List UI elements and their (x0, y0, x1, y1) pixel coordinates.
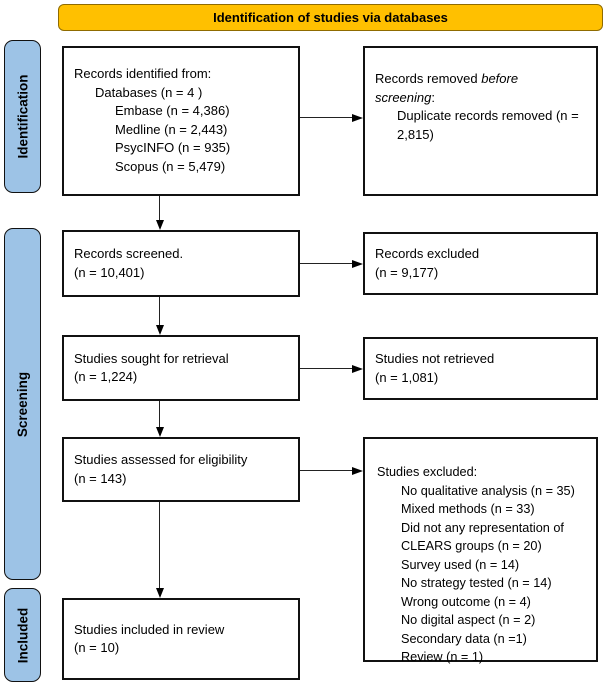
records-removed-prefix: Records removed (375, 71, 482, 86)
box-studies-not-retrieved (363, 337, 598, 400)
records-removed-italic: before screening (375, 71, 519, 105)
records-removed-detail: Duplicate records removed (n = 2,815) (397, 108, 579, 142)
records-identified-line1: Records identified from: (74, 66, 212, 81)
records-identified-source-psycinfo: PsycINFO (n = 935) (115, 140, 231, 155)
records-excluded-line2: (n = 9,177) (375, 264, 439, 280)
stage-included (4, 588, 41, 682)
box-studies-sought (62, 335, 300, 401)
records-removed-title (375, 70, 540, 107)
records-identified-source-medline: Medline (n = 2,443) (115, 121, 228, 137)
studies-sought-line1: Studies sought for retrieval (74, 350, 229, 366)
box-studies-assessed (62, 437, 300, 502)
studies-not-retrieved-line1: Studies not retrieved (375, 351, 495, 366)
header-banner (58, 4, 603, 31)
exclusion-reason: Did not any representation of CLEARS groups (n = 20) (401, 520, 564, 553)
studies-included-line2: (n = 10) (74, 640, 120, 655)
arrow-sought-to-not-retrieved (300, 368, 352, 369)
stage-included-label: Included (15, 607, 31, 663)
arrow-assessed-to-studies-excluded (300, 470, 352, 471)
exclusion-reason: No digital aspect (n = 2) (401, 613, 536, 627)
arrow-screened-to-excluded (300, 263, 352, 264)
studies-excluded-title: Studies excluded: (377, 465, 478, 479)
stage-identification-label: Identification (15, 74, 30, 159)
exclusion-reason: Survey used (n = 14) (401, 557, 520, 572)
arrow-sought-to-assessed (159, 401, 160, 427)
arrow-screened-to-sought (159, 297, 160, 325)
header-title: Identification of studies via databases (213, 10, 448, 25)
stage-screening (4, 228, 41, 580)
exclusion-reason: Wrong outcome (n = 4) (401, 594, 531, 609)
studies-included-line1: Studies included in review (74, 621, 225, 637)
exclusion-reason: No strategy tested (n = 14) (401, 576, 552, 590)
exclusion-reason: Secondary data (n =1) (401, 631, 527, 646)
exclusion-reason: Mixed methods (n = 33) (401, 502, 535, 516)
studies-sought-line2: (n = 1,224) (74, 369, 138, 384)
arrow-identified-to-screened (159, 196, 160, 220)
box-studies-excluded (363, 437, 598, 662)
records-identified-source-embase: Embase (n = 4,386) (115, 103, 230, 118)
studies-not-retrieved-line2: (n = 1,081) (375, 369, 439, 385)
box-records-excluded (363, 232, 598, 295)
records-identified-source-scopus: Scopus (n = 5,479) (115, 158, 226, 174)
records-screened-line1: Records screened. (74, 246, 184, 261)
records-identified-line2: Databases (n = 4 ) (95, 84, 203, 100)
arrow-identified-to-removed (300, 117, 352, 118)
exclusion-reason: No qualitative analysis (n = 35) (401, 483, 575, 498)
box-records-identified (62, 46, 300, 196)
records-excluded-line1: Records excluded (375, 246, 480, 261)
box-records-removed (363, 46, 598, 196)
stage-identification (4, 40, 41, 193)
studies-assessed-line2: (n = 143) (74, 470, 127, 486)
box-records-screened (62, 230, 300, 297)
studies-assessed-line1: Studies assessed for eligibility (74, 452, 248, 467)
records-screened-line2: (n = 10,401) (74, 264, 145, 280)
arrow-assessed-to-included (159, 502, 160, 588)
stage-screening-label: Screening (15, 371, 30, 437)
exclusion-reason: Review (n = 1) (401, 650, 484, 664)
records-removed-suffix: : (431, 89, 435, 105)
box-studies-included (62, 598, 300, 680)
